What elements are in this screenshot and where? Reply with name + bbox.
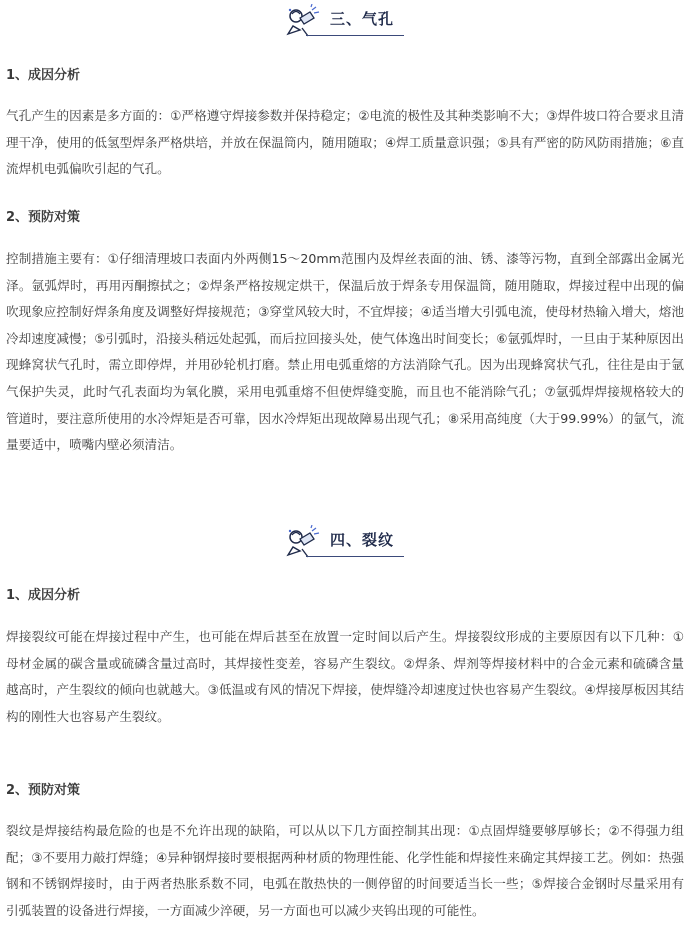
cause-paragraph: 气孔产生的因素是多方面的：①严格遵守焊接参数并保持稳定；②电流的极性及其种类影响不大；③焊件坡口符合要求且清理干净，使用的低氢型焊条严格烘培，并放在保温筒内，随用随取；④焊工质量意识强；⑤具有严密的防风防雨措施；⑥直流焊机电弧偏吹引起的气孔。: [6, 108, 684, 177]
cause-heading: 1、成因分析: [6, 68, 81, 83]
prevention-heading: 2、预防对策: [6, 210, 81, 225]
section-header-inner: [284, 2, 406, 42]
section-header-pores: [0, 2, 687, 42]
cause-paragraph: 焊接裂纹可能在焊接过程中产生，也可能在焊后甚至在放置一定时间以后产生。焊接裂纹形成的主要原因有以下几种：①母材金属的碳含量或硫磷含量过高时，其焊接性变差，容易产生裂纹。②焊条、焊剂等焊接材料中的合金元素和硫磷含量越高时，产生裂纹的倾向也就越大。③低温或有风的情况下焊接，使焊缝冷却速度过快也容易产生裂纹。④焊接厚板因其结构的刚性大也容易产生裂纹。: [6, 629, 684, 724]
welding-helmet-icon: [284, 4, 324, 38]
prevention-paragraph: 裂纹是焊接结构最危险的也是不允许出现的缺陷，可以从以下几方面控制其出现：①点固焊缝要够厚够长；②不得强力组配；③不要用力敲打焊缝；④异种钢焊接时要根据两种材质的物理性能、化学性能和焊接性来确定其焊接工艺。例如：热强钢和不锈钢焊接时，由于两者热胀系数不同，电弧在散热快的一侧停留的时间要适当长一些；⑤焊接合金钢时尽量采用有引弧装置的设备进行焊接，一方面减少淬硬，另一方面也可以减少夹钨出现的可能性。: [6, 823, 684, 918]
cause-heading: 1、成因分析: [6, 588, 81, 603]
section-header-cracks: [0, 523, 687, 563]
title-underline: [306, 35, 404, 36]
section-header-inner: [284, 523, 406, 563]
prevention-paragraph: 控制措施主要有：①仔细清理坡口表面内外两侧15～20mm范围内及焊丝表面的油、锈、漆等污物，直到全部露出金属光泽。氩弧焊时，再用丙酮擦拭之；②焊条严格按规定烘干，保温后放于焊条专用保温筒，随用随取，焊接过程中出现的偏吹现象应控制好焊条角度及调整好焊接规范；③穿堂风较大时，不宜焊接；④适当增大引弧电流，使母材热输入增大，熔池冷却速度减慢；⑤引弧时，沿接头稍远处起弧，而后拉回接头处，使气体逸出时间变长；⑥氩弧焊时，一旦由于某种原因出现蜂窝状气孔时，需立即停焊，并用砂轮机打磨。禁止用电弧重熔的方法消除气孔。因为出现蜂窝状气孔，往往是由于氩气保护失灵，此时气孔表面均为氧化膜，采用电弧重熔不但使焊缝变脆，而且也不能消除气孔；⑦氩弧焊焊接规格较大的管道时，要注意所使用的水冷焊矩是否可靠，因水冷焊矩出现故障易出现气孔；⑧采用高纯度（大于99.99%）的氩气，流量要适中，喷嘴内壁必须清洁。: [6, 251, 684, 453]
section-title: 三、气孔: [330, 10, 395, 28]
section-title: 四、裂纹: [330, 531, 395, 549]
title-underline: [306, 556, 404, 557]
prevention-heading: 2、预防对策: [6, 783, 81, 798]
welding-helmet-icon: [284, 525, 324, 559]
